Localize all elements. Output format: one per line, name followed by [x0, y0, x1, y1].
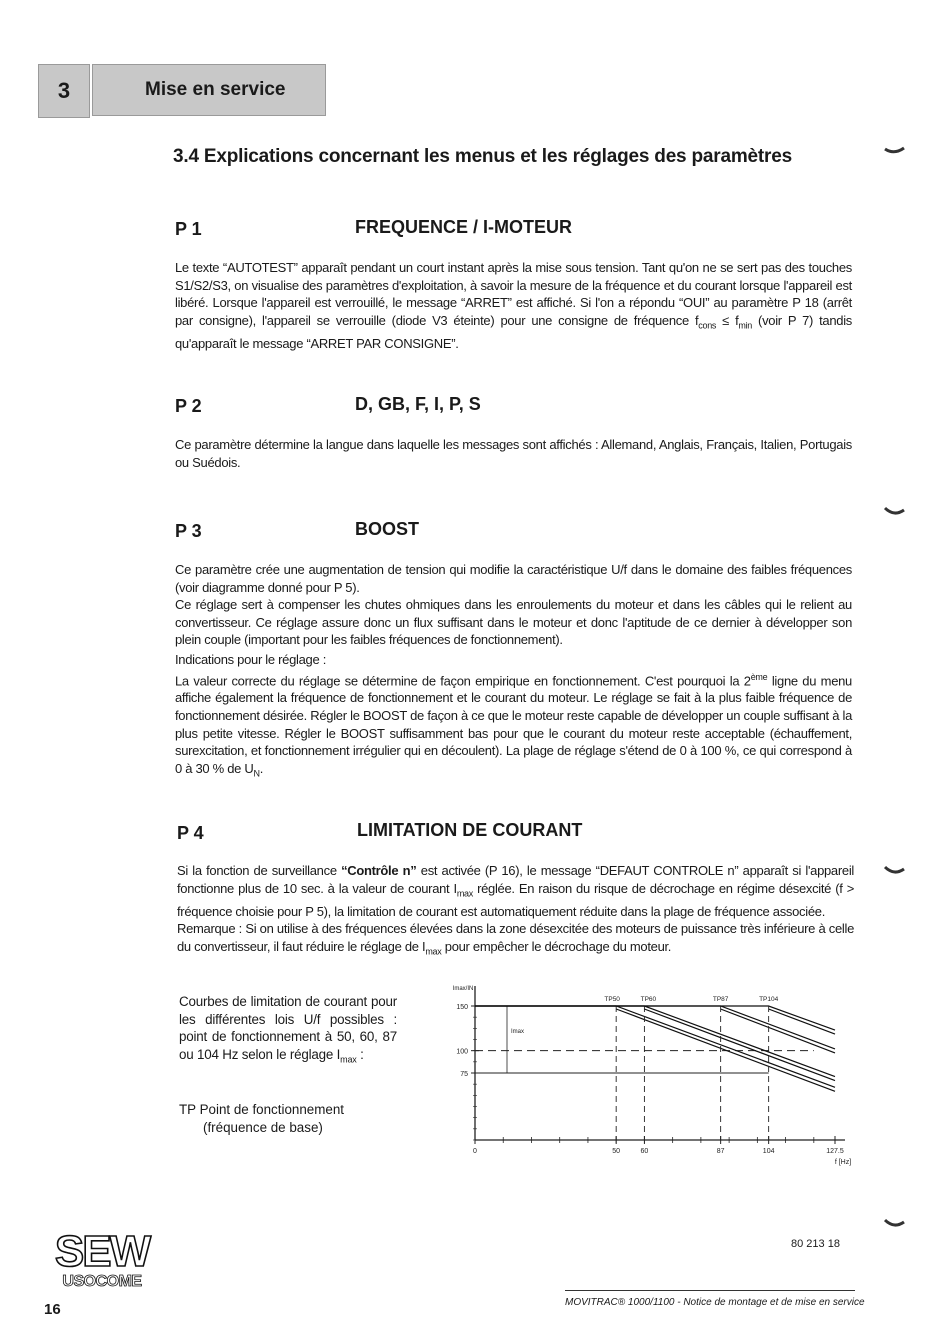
p4-para1: Si la fonction de surveillance “Contrôle n” est activée (P 16), le message “DEFAUT CONTROLE n” apparaît si l'appareil fonctionne plus de 10 sec. à la valeur de courant $I_{max}$ réglée. En raison du risque de décrochage en régime désexcité (f > fréquence choisie pour P 5), la limitation de courant est automatiquement réduite dans la plage de fréquence associée.	[177, 863, 855, 919]
p4-para2: Remarque : Si on utilise à des fréquences élevées dans la zone désexcitée des moteurs de puissance très inférieure à celle du convertisseur, il faut réduire le réglage de $I_{max}$ pour empêcher le décrochage du moteur.	[177, 921, 854, 957]
series-line-tp50	[475, 1006, 835, 1087]
section-title: 3.4 Explications concernant les menus et les réglages des paramètres	[173, 146, 792, 167]
p1-name: P 1	[175, 219, 202, 239]
p2-text: Ce paramètre détermine la langue dans laquelle les messages sont affichés : Allemand, Anglais, Français, Italien, Portugais ou Suédois.	[175, 437, 852, 470]
x-tick-label: 87	[716, 1148, 725, 1155]
doc-number: 80 213 18	[791, 1238, 840, 1250]
punch-mark	[884, 505, 906, 517]
p3-name: P 3	[175, 521, 202, 541]
p3-para4: La valeur correcte du réglage se détermine de façon empirique en fonctionnement. C'est pourquoi la 2ème ligne du menu affiche également la fréquence de fonctionnement et le courant du moteur. Le réglage se fait à la plus faible fréquence de fonctionnement désirée. Régler le BOOST de façon à ce que le moteur reste capable de développer un couple suffisant à la plus petite vitesse. Régler le BOOST suffisamment bas pour que le courant du moteur reste acceptable (échauffement, surexcitation, et fonctionnement irrégulier qui en découlent). La plage de réglage s'étend de 0 à 100 %, ce qui correspond à 0 à 30 % de $U_N$.	[175, 671, 852, 779]
p4-name: P 4	[177, 823, 204, 843]
imax-label: Imax	[511, 1028, 525, 1035]
x-tick-label: 50	[612, 1148, 621, 1155]
p4-chart-caption: Courbes de limitation de courant pour les différentes lois U/f possibles : point de fonctionnement à 50, 60, 87 ou 104 Hz selon le réglage $I_{max}$ :	[179, 994, 397, 1065]
x-tick-label: 104	[762, 1148, 775, 1155]
chart-layer	[453, 986, 852, 1166]
p1-title: FREQUENCE / I-MOTEUR	[355, 217, 573, 237]
p1-text: Le texte “AUTOTEST” apparaît pendant un court instant après la mise sous tension. Tant qu'on ne se sert pas des touches S1/S2/S3, on visualise des paramètres d'exploitation, à savoir la mesure de la fréquence et du courant lorsque l'appareil est libéré. Lorsque l'appareil est verrouillé, le message “ARRET” est affiché. Si l'on a répondu “OUI” au paramètre P 18 (arrêt par consigne), l'appareil se verrouille (diode V3 éteinte) pour une consigne de fréquence $f_{cons} \le f_{min}$ (voir P 7) tandis qu'apparaît le message “ARRET PAR CONSIGNE”.	[175, 260, 853, 351]
series-line-lower-tp104	[769, 1009, 835, 1034]
y-tick-label: 75	[460, 1071, 468, 1078]
x-tick-label: 127.5	[826, 1148, 844, 1155]
series-line-tp60	[475, 1006, 835, 1077]
page-number: 16	[44, 1301, 61, 1318]
y-axis-label: Imax/IN	[452, 986, 474, 992]
footer-text: MOVITRAC® 1000/1100 - Notice de montage et de mise en service	[565, 1297, 865, 1308]
current-limit-chart	[420, 978, 860, 1168]
sew-usocome-logo	[48, 1222, 156, 1294]
punch-mark	[884, 145, 906, 155]
logo-bottom-text: USOCOME	[62, 1273, 142, 1290]
p2-name: P 2	[175, 396, 202, 416]
p3-para2: Ce réglage sert à compenser les chutes ohmiques dans les enroulements du moteur et dans les câbles qui le relient au convertisseur. Ce réglage assure donc un flux suffisant dans le moteur et donc l'aptitude de ce dernier à développer son plein couple (important pour les faibles fréquences de fonctionnement).	[175, 597, 852, 648]
logo-top-text: SEW	[54, 1227, 150, 1276]
series-line-lower-tp87	[721, 1009, 835, 1053]
x-tick-label: 60	[640, 1148, 649, 1155]
p3-text	[175, 561, 852, 783]
p2-title: D, GB, F, I, P, S	[355, 394, 481, 414]
tp-label: TP104	[759, 996, 779, 1003]
tp-label: TP60	[640, 996, 657, 1003]
tp-legend: TP Point de fonctionnement (fréquence de base)	[179, 1102, 345, 1135]
footer-divider	[565, 1290, 855, 1291]
p3-para3: Indications pour le réglage :	[175, 651, 327, 667]
chapter-title: Mise en service	[92, 64, 326, 116]
p3-para1: Ce paramètre crée une augmentation de tension qui modifie la caractéristique U/f dans le domaine des faibles fréquences (voir diagramme donné pour P 5).	[175, 562, 852, 595]
x-axis-label: f [Hz]	[834, 1159, 852, 1166]
x-tick-label: 0	[473, 1148, 477, 1155]
tp-label: TP87	[712, 996, 729, 1003]
p3-title: BOOST	[355, 519, 420, 539]
tp-label: TP50	[604, 996, 620, 1003]
punch-mark	[884, 864, 906, 876]
chapter-number: 3	[38, 64, 90, 118]
y-tick-label: 150	[456, 1004, 468, 1011]
p4-text	[177, 862, 854, 961]
y-tick-label: 100	[456, 1048, 468, 1056]
punch-mark	[884, 1217, 906, 1229]
p4-title: LIMITATION DE COURANT	[357, 820, 583, 840]
